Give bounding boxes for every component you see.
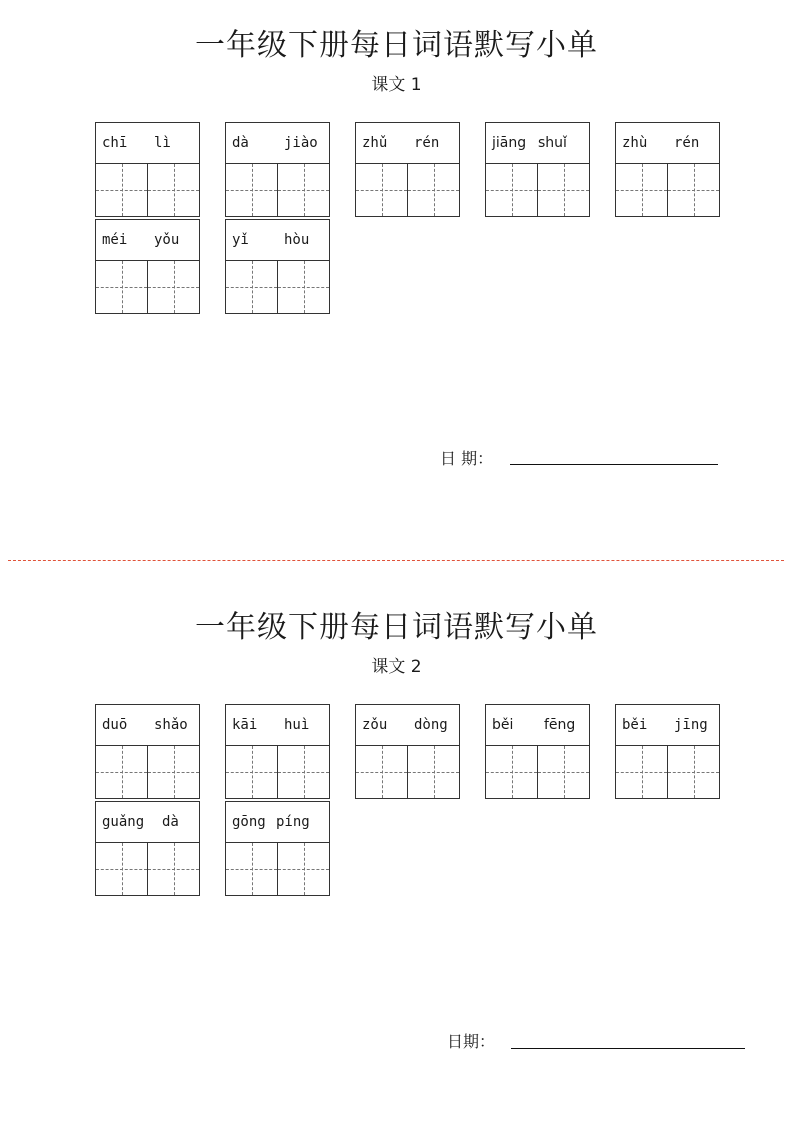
pinyin-syllable: chī	[102, 135, 128, 151]
pinyin-syllable: rén	[674, 135, 700, 151]
pinyin-row	[486, 123, 589, 164]
pinyin-row	[96, 705, 199, 746]
writing-cell[interactable]	[277, 746, 329, 798]
writing-cell[interactable]	[96, 261, 147, 313]
pinyin-row	[486, 705, 589, 746]
writing-cell[interactable]	[277, 261, 329, 313]
pinyin-syllable: yǒu	[154, 232, 180, 248]
writing-grid	[356, 164, 459, 216]
date-input-line[interactable]	[511, 1048, 745, 1049]
pinyin-syllable: fēng	[544, 717, 576, 733]
pinyin-syllable: kāi	[232, 717, 258, 733]
writing-grid	[96, 261, 199, 313]
pinyin-row	[616, 705, 719, 746]
pinyin-row	[356, 705, 459, 746]
pinyin-syllable: dà	[232, 135, 249, 151]
writing-cell[interactable]	[147, 843, 199, 895]
word-card	[95, 122, 200, 217]
pinyin-row	[226, 802, 329, 843]
writing-cell[interactable]	[537, 746, 589, 798]
pinyin-syllable: zǒu	[362, 717, 388, 733]
writing-cell[interactable]	[277, 164, 329, 216]
pinyin-syllable: méi	[102, 232, 128, 248]
pinyin-syllable: běi	[622, 717, 648, 733]
word-card	[225, 122, 330, 217]
pinyin-row	[616, 123, 719, 164]
writing-grid	[96, 746, 199, 798]
pinyin-syllable: duō	[102, 717, 128, 733]
writing-cell[interactable]	[356, 746, 407, 798]
cut-line	[8, 560, 784, 561]
date-label: 日 期：	[440, 449, 494, 468]
pinyin-row	[96, 220, 199, 261]
writing-cell[interactable]	[667, 164, 719, 216]
word-card	[355, 122, 460, 217]
word-card	[95, 704, 200, 799]
pinyin-syllable: hòu	[284, 232, 310, 248]
writing-cell[interactable]	[226, 164, 277, 216]
word-card	[95, 219, 200, 314]
writing-cell[interactable]	[147, 164, 199, 216]
writing-grid	[96, 843, 199, 895]
writing-cell[interactable]	[486, 746, 537, 798]
writing-cell[interactable]	[226, 843, 277, 895]
word-card	[615, 704, 720, 799]
writing-grid	[616, 746, 719, 798]
pinyin-syllable: huì	[284, 717, 310, 733]
writing-cell[interactable]	[667, 746, 719, 798]
word-card	[355, 704, 460, 799]
writing-cell[interactable]	[537, 164, 589, 216]
writing-grid	[616, 164, 719, 216]
pinyin-syllable: zhù	[622, 135, 648, 151]
word-card	[615, 122, 720, 217]
lesson-label: 课文 1	[371, 75, 422, 95]
date-label: 日期：	[447, 1032, 496, 1051]
writing-cell[interactable]	[226, 746, 277, 798]
word-card	[225, 801, 330, 896]
pinyin-syllable: guǎng	[102, 814, 145, 830]
pinyin-syllable: gōng	[232, 814, 266, 830]
pinyin-syllable: dòng	[414, 717, 448, 733]
writing-cell[interactable]	[147, 261, 199, 313]
writing-cell[interactable]	[96, 164, 147, 216]
pinyin-row	[226, 220, 329, 261]
date-input-line[interactable]	[510, 464, 718, 465]
word-card	[95, 801, 200, 896]
worksheet-title: 一年级下册每日词语默写小单	[195, 28, 598, 63]
pinyin-row	[226, 705, 329, 746]
pinyin-row	[356, 123, 459, 164]
word-card	[225, 704, 330, 799]
writing-grid	[226, 843, 329, 895]
writing-grid	[486, 746, 589, 798]
lesson-label: 课文 2	[371, 657, 422, 677]
pinyin-syllable: yǐ	[232, 232, 249, 248]
writing-cell[interactable]	[356, 164, 407, 216]
pinyin-row	[96, 802, 199, 843]
pinyin-syllable: zhǔ	[362, 135, 388, 151]
writing-cell[interactable]	[277, 843, 329, 895]
writing-cell[interactable]	[96, 746, 147, 798]
pinyin-syllable: jīng	[674, 717, 708, 733]
pinyin-syllable: rén	[414, 135, 440, 151]
writing-grid	[96, 164, 199, 216]
pinyin-syllable: jiāng	[492, 135, 527, 151]
writing-grid	[356, 746, 459, 798]
pinyin-syllable: píng	[276, 814, 310, 830]
writing-cell[interactable]	[616, 164, 667, 216]
pinyin-row	[226, 123, 329, 164]
pinyin-syllable: dà	[162, 814, 179, 830]
pinyin-syllable: běi	[492, 717, 514, 733]
pinyin-row	[96, 123, 199, 164]
pinyin-syllable: jiào	[284, 135, 318, 151]
pinyin-syllable: shǎo	[154, 717, 188, 733]
writing-cell[interactable]	[147, 746, 199, 798]
writing-cell[interactable]	[407, 746, 459, 798]
pinyin-syllable: lì	[154, 135, 171, 151]
writing-grid	[226, 746, 329, 798]
word-card	[225, 219, 330, 314]
writing-cell[interactable]	[486, 164, 537, 216]
writing-cell[interactable]	[226, 261, 277, 313]
writing-cell[interactable]	[407, 164, 459, 216]
worksheet-title: 一年级下册每日词语默写小单	[195, 610, 598, 645]
writing-grid	[226, 164, 329, 216]
writing-cell[interactable]	[96, 843, 147, 895]
writing-grid	[226, 261, 329, 313]
pinyin-syllable: shuǐ	[538, 135, 567, 151]
word-card	[485, 122, 590, 217]
writing-cell[interactable]	[616, 746, 667, 798]
writing-grid	[486, 164, 589, 216]
word-card	[485, 704, 590, 799]
